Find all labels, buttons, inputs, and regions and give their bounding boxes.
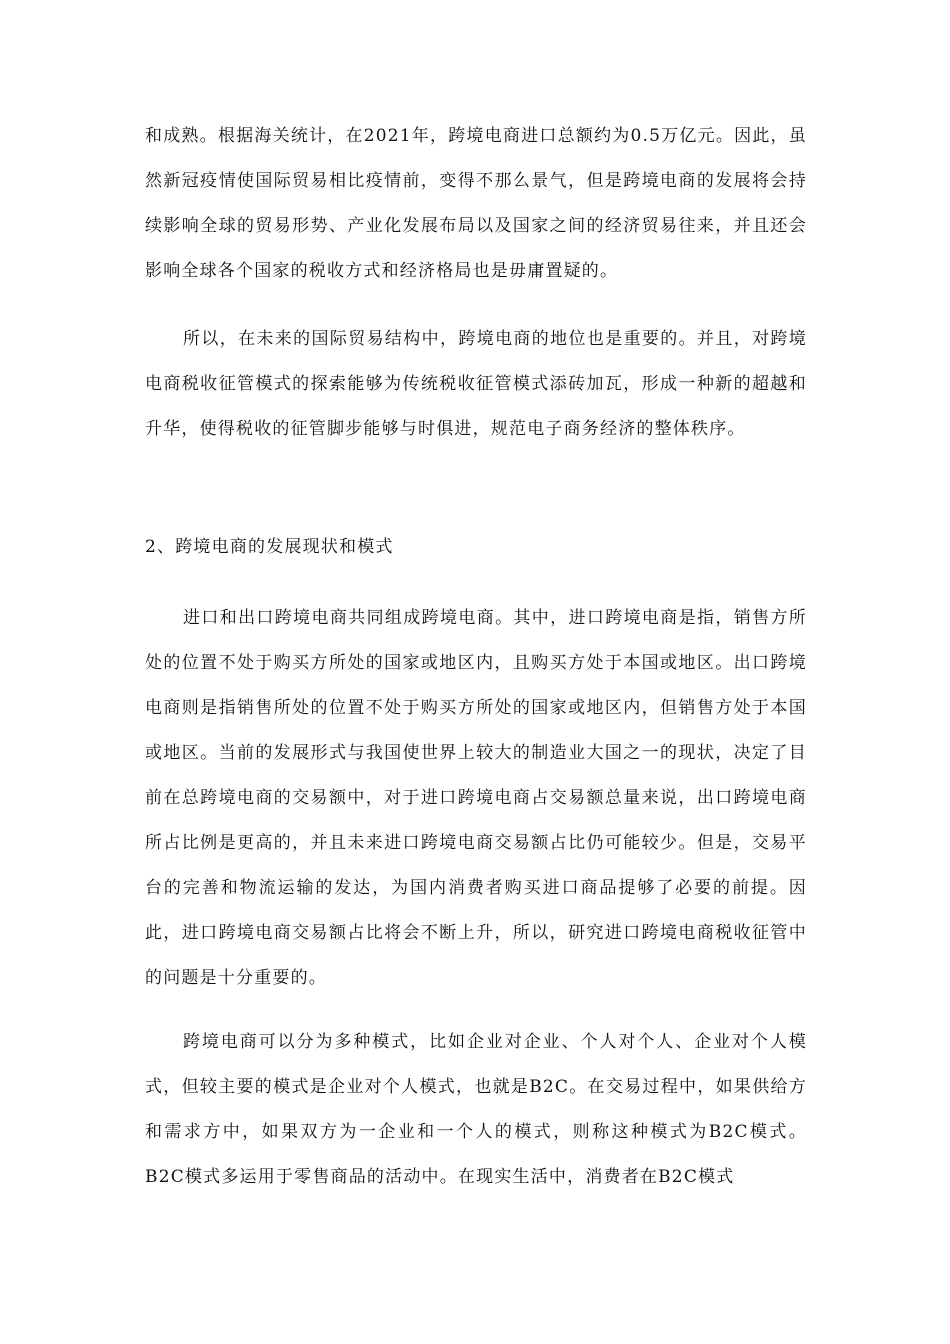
section-heading: 2、跨境电商的发展现状和模式 xyxy=(145,537,394,557)
paragraph: 所以，在未来的国际贸易结构中，跨境电商的地位也是重要的。并且，对跨境电商税收征管模式的探索能够为传统税收征管模式添砖加瓦，形成一种新的超越和升华，使得税收的征管脚步能够与时俱进，规范电子商务经济的整体秩序。 xyxy=(145,329,807,439)
paragraph: 进口和出口跨境电商共同组成跨境电商。其中，进口跨境电商是指，销售方所处的位置不处于购买方所处的国家或地区内，且购买方处于本国或地区。出口跨境电商则是指销售所处的位置不处于购买方所处的国家或地区内，但销售方处于本国或地区。当前的发展形式与我国使世界上较大的制造业大国之一的现状，决定了目前在总跨境电商的交易额中，对于进口跨境电商占交易额总量来说，出口跨境电商所占比例是更高的，并且未来进口跨境电商交易额占比仍可能较少。但是，交易平台的完善和物流运输的发达，为国内消费者购买进口商品提够了必要的前提。因此，进口跨境电商交易额占比将会不断上升，所以，研究进口跨境电商税收征管中的问题是十分重要的。 xyxy=(145,608,807,988)
paragraph: 和成熟。根据海关统计，在2021年，跨境电商进口总额约为0.5万亿元。因此，虽然新冠疫情使国际贸易相比疫情前，变得不那么景气，但是跨境电商的发展将会持续影响全球的贸易形势、产业化发展布局以及国家之间的经济贸易往来，并且还会影响全球各个国家的税收方式和经济格局也是毋庸置疑的。 xyxy=(145,126,807,281)
paragraph: 跨境电商可以分为多种模式，比如企业对企业、个人对个人、企业对个人模式，但较主要的模式是企业对个人模式，也就是B2C。在交易过程中，如果供给方和需求方中，如果双方为一企业和一个人的模式，则称这种模式为B2C模式。B2C模式多运用于零售商品的活动中。在现实生活中，消费者在B2C模式 xyxy=(145,1032,807,1187)
